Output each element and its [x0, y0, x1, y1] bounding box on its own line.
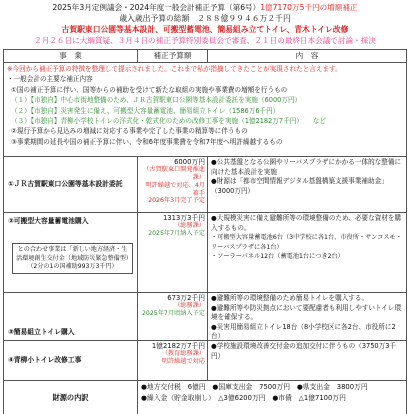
intro-line-5: （３）【市独自】青柳小学校トイレの洋式化・乾式化のための改修工事を実施（1億2182万7千円） など	[11, 117, 326, 126]
intro-section	[3, 63, 407, 157]
table-header	[3, 49, 407, 63]
title-increase: 1億7170万5千円の増額補正	[260, 3, 358, 12]
project-amount-3: 673万2千円 （総務課） 2025年7月頃納入予定	[138, 293, 208, 341]
project-name-4: ④青柳小トイレ改修工事	[4, 341, 138, 381]
project-desc-4: ●学校施設環境改善交付金の追加交付に伴うもの（3750万3千円）	[208, 341, 406, 381]
project-table	[3, 157, 407, 381]
document-title	[3, 2, 407, 13]
intro-warning: ※今回から補正予算の特徴を整理して提示されました。これまで私が指摘してきたことが実現されたと言えます。	[7, 65, 342, 73]
project-name-1: ①ＪＲ古賀駅東口公園等基本設計委託	[4, 157, 138, 213]
intro-line-6: ②現行予算から見込みの増減に対応する事業や完了した事業の精算等に伴うもの	[11, 127, 248, 136]
title-prefix: 2025年3月定例議会・2024年度一般会計補正予算（第6号）	[52, 3, 261, 12]
intro-line-7: ③事業期間の延長や国の補正予算に伴い、令和6年度事業費を令和7年度へ明許繰越するもの	[11, 137, 283, 146]
project-name-3: ③簡易組立トイレ購入	[4, 293, 138, 341]
intro-line-4: （２）【市独自】災害発生に備え、可搬型大容量蓄電池、簡易組立トイレ（1586万6千円）	[11, 106, 280, 115]
project-amount-2: 1313万3千円 （総務課） 2025年7月納入予定	[138, 213, 208, 293]
project-desc-2: ●大規模災害に備え避難所等の環境整備のため、必要な資材を購入するもの。 ・可搬型大容量蓄電池6台（3中学校に各1台、市役所・サンコスモ・リーバスプラザに各1台） ・ソーラーパネル12台（蓄電池1台につき2台）	[208, 213, 406, 293]
header-project: 事 業	[4, 50, 138, 62]
funding-box: との合わせ事業は「新しい地方経済・生活環境創生交付金（地域防災緊急整備型）（2分の1の国補助993万3千円）	[12, 243, 133, 274]
project-amount-1: 6000万円 （古賀駅東口開発推進課） 明許繰越で対応、4月着手 2026年3月完了予定	[138, 157, 208, 213]
intro-line-1: ・一般会計の主要な補正内容	[7, 75, 93, 84]
total-budget: 歳入歳出予算の総額 ２８８億９９４６万２千円	[119, 14, 291, 23]
project-name-2: ②可搬型大容量蓄電池購入 との合わせ事業は「新しい地方経済・生活環境創生交付金（地域防災緊急整備型）（2分の1の国補助993万3千円）	[4, 213, 138, 293]
funding-line-2: ●繰入金（貯金取崩し） △3億6200万円 ●市債 △1億7100万円	[141, 393, 346, 402]
schedule-text: ２月２６日に大綱質疑、３月４日の補正予算特別委員会で審査、２１日の最終日本会議で討論・採決	[34, 36, 376, 45]
intro-line-2: ①国の補正予算に伴い、国等からの補助を受けて新たな取組の実施や事業費の増額を行うもの	[11, 85, 288, 94]
funding-breakdown	[3, 381, 407, 414]
project-desc-3: ●避難所等の環境整備のため簡易トイレを購入する。 ●避難所等や防災拠点において要配慮者も利用しやすいトイレ環境を確保する。 ●災害用簡易組立トイレ18台（8小学校区に各2台、市役所に2台）	[208, 293, 406, 341]
funding-line-1: ●地方交付税 6億円 ●国庫支出金 7500万円 ●県支出金 3800万円	[141, 383, 368, 391]
project-amount-4: 1億2182万7千円 （教育総務課） 明許繰越で対応	[138, 341, 208, 381]
project-desc-1: ●公共基盤となる公園やリーバスプラザにかかる一体的な整備に向けた基本設計を実施 ●財源は「都市空間情報デジタル基盤構築支援事業補助金」（3000万円）	[208, 157, 406, 213]
header-content: 内 容	[295, 51, 319, 60]
header-amount: 補正予算額	[138, 50, 208, 62]
funding-lines	[138, 381, 406, 414]
intro-line-3: （１）【市独自】中心市街地整備のため、ＪＲ古賀駅東口公園等基本設計委託を実施（6000万円）	[11, 96, 302, 105]
highlight-items: 古賀駅東口公園等基本設計、可搬型蓄電池、簡易組み立てトイレ、青木トイレ改修	[61, 25, 349, 34]
funding-label: 財源の内訳	[4, 381, 138, 414]
